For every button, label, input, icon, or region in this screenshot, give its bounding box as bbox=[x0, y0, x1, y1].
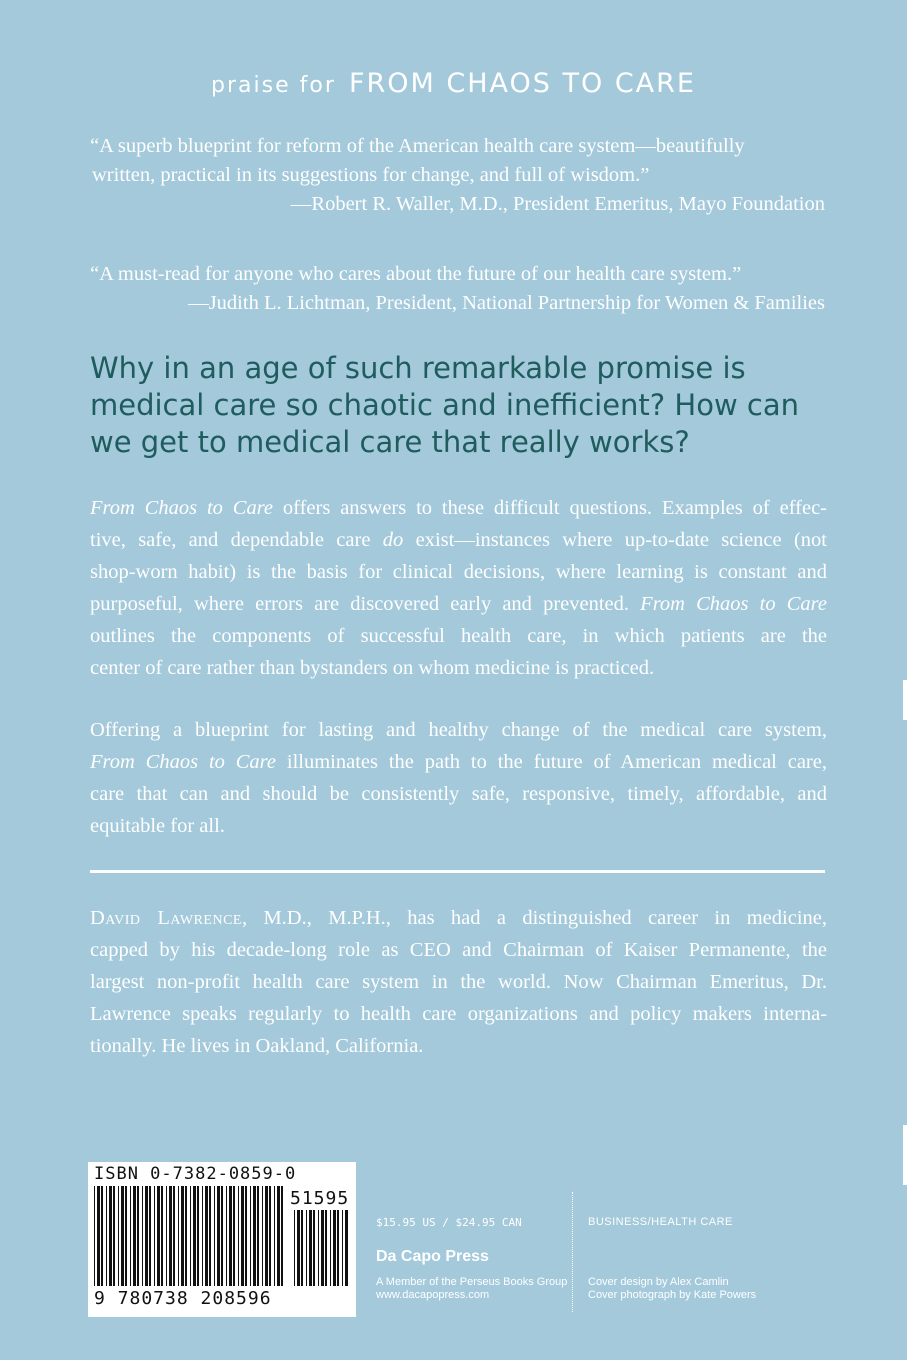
barcode-bar bbox=[229, 1186, 232, 1286]
barcode-bar bbox=[205, 1186, 208, 1286]
barcode-bar bbox=[297, 1210, 300, 1286]
desc-text: purposeful, where errors are discovered early and prevented. bbox=[90, 593, 641, 615]
barcode-bar bbox=[345, 1210, 348, 1286]
info-separator bbox=[572, 1192, 573, 1312]
barcode-bar bbox=[262, 1186, 263, 1286]
barcode-bar bbox=[217, 1186, 220, 1286]
desc-p2-line-2 bbox=[90, 746, 827, 778]
cover-design-credit: Cover design by Alex Camlin bbox=[588, 1276, 729, 1288]
barcode-bar bbox=[253, 1186, 256, 1286]
quote-1-attribution: —Robert R. Waller, M.D., President Emeritus, Mayo Foundation bbox=[290, 193, 825, 215]
barcode-bar bbox=[333, 1210, 336, 1286]
author-name: David Lawrence bbox=[90, 907, 242, 929]
barcode-bar bbox=[257, 1186, 259, 1286]
barcode-bar bbox=[169, 1186, 172, 1286]
edge-mark bbox=[903, 1125, 907, 1185]
barcode-bar bbox=[142, 1186, 143, 1286]
barcode-bar bbox=[277, 1186, 280, 1286]
edge-mark bbox=[903, 680, 907, 720]
barcode-bar bbox=[294, 1210, 295, 1286]
quote-2-attribution: —Judith L. Lichtman, President, National Partnership for Women & Families bbox=[188, 292, 825, 314]
quote-2-line-1: “A must-read for anyone who cares about the future of our health care system.” bbox=[90, 263, 742, 285]
emphasis-italic: do bbox=[382, 529, 404, 551]
quote-1-line-2: written, practical in its suggestions for change, and full of wisdom.” bbox=[92, 164, 650, 186]
barcode-bar bbox=[245, 1186, 247, 1286]
isbn-label: ISBN 0-7382-0859-0 bbox=[94, 1164, 297, 1184]
addon-barcode-bars bbox=[294, 1210, 350, 1314]
barcode-bar bbox=[161, 1186, 163, 1286]
ean-number: 9 780738 208596 bbox=[94, 1288, 272, 1309]
barcode-bar bbox=[113, 1186, 115, 1286]
barcode-bar bbox=[241, 1186, 244, 1286]
barcode-bar bbox=[137, 1186, 139, 1286]
barcode-bar bbox=[325, 1210, 327, 1286]
bio-line-1 bbox=[90, 902, 827, 934]
barcode-bar bbox=[209, 1186, 211, 1286]
desc-p2-line-4: equitable for all. bbox=[90, 815, 225, 837]
barcode-bar bbox=[269, 1186, 271, 1286]
barcode-bar bbox=[233, 1186, 235, 1286]
desc-text: illuminates the path to the future of American medical care, bbox=[276, 751, 827, 773]
praise-prefix: praise for bbox=[211, 73, 336, 98]
bio-line-4: Lawrence speaks regularly to health care organizations and policy makers interna- bbox=[90, 1003, 827, 1025]
barcode-bar bbox=[318, 1210, 319, 1286]
headline-line-3: we get to medical care that really works? bbox=[90, 425, 690, 459]
barcode-bar bbox=[149, 1186, 151, 1286]
headline-line-2: medical care so chaotic and inefficient? How can bbox=[90, 388, 799, 422]
desc-p1-line-2 bbox=[90, 524, 827, 556]
barcode-bar bbox=[109, 1186, 112, 1286]
barcode-bar bbox=[330, 1210, 331, 1286]
barcode-bar bbox=[301, 1210, 303, 1286]
book-title: FROM CHAOS TO CARE bbox=[348, 68, 696, 99]
barcode-bar bbox=[265, 1186, 268, 1286]
desc-text: tive, safe, and dependable care bbox=[90, 529, 383, 551]
barcode-bar bbox=[178, 1186, 179, 1286]
book-title-italic: From Chaos to Care bbox=[90, 497, 274, 519]
desc-p2-line-1: Offering a blueprint for lasting and healthy change of the medical care system, bbox=[90, 719, 827, 741]
barcode-bar bbox=[154, 1186, 155, 1286]
quote-1 bbox=[90, 132, 825, 219]
publisher-website: www.dacapopress.com bbox=[376, 1289, 490, 1301]
cover-photo-credit: Cover photograph by Kate Powers bbox=[588, 1289, 757, 1301]
barcode-bar bbox=[157, 1186, 160, 1286]
barcode-bar bbox=[118, 1186, 119, 1286]
barcode-bar bbox=[337, 1210, 339, 1286]
desc-p1-line-4 bbox=[90, 588, 827, 620]
barcode-bar bbox=[202, 1186, 203, 1286]
publisher-name: Da Capo Press bbox=[376, 1248, 489, 1265]
barcode-bar bbox=[173, 1186, 175, 1286]
barcode-bar bbox=[121, 1186, 124, 1286]
barcode-bar bbox=[281, 1186, 283, 1286]
bio-line-2: capped by his decade-long role as CEO and Chairman of Kaiser Permanente, the bbox=[90, 939, 827, 961]
price-text: $15.95 US / $24.95 CAN bbox=[376, 1216, 522, 1229]
barcode-bar bbox=[226, 1186, 227, 1286]
headline bbox=[90, 350, 830, 461]
desc-p1-line-1 bbox=[90, 492, 827, 524]
barcode-bar bbox=[321, 1210, 324, 1286]
description-paragraph-2 bbox=[90, 714, 827, 842]
publisher-member: A Member of the Perseus Books Group bbox=[376, 1276, 568, 1288]
barcode-bar bbox=[238, 1186, 239, 1286]
barcode-bar bbox=[166, 1186, 167, 1286]
bio-line-5: tionally. He lives in Oakland, California. bbox=[90, 1035, 424, 1057]
desc-p1-line-5: outlines the components of successful health care, in which patients are the bbox=[90, 625, 827, 647]
barcode-bar bbox=[94, 1186, 95, 1286]
barcode-bar bbox=[342, 1210, 343, 1286]
praise-header bbox=[0, 68, 907, 99]
barcode-bar bbox=[250, 1186, 251, 1286]
barcode-bar bbox=[133, 1186, 136, 1286]
divider-rule bbox=[90, 870, 825, 873]
ean-barcode-bars bbox=[94, 1186, 284, 1290]
category-text: BUSINESS/HEALTH CARE bbox=[588, 1216, 733, 1228]
headline-line-1: Why in an age of such remarkable promise is bbox=[90, 351, 746, 385]
desc-p1-line-6: center of care rather than bystanders on whom medicine is practiced. bbox=[90, 657, 655, 679]
desc-p1-line-3: shop-worn habit) is the basis for clinical decisions, where learning is constant and bbox=[90, 561, 827, 583]
book-title-italic: From Chaos to Care bbox=[90, 751, 276, 773]
bio-text: , M.D., M.P.H., has had a distinguished career in medicine, bbox=[241, 907, 827, 929]
barcode-bar bbox=[145, 1186, 148, 1286]
barcode-bar bbox=[130, 1186, 131, 1286]
barcode-bar bbox=[221, 1186, 223, 1286]
description-paragraph-1 bbox=[90, 492, 827, 684]
barcode-bar bbox=[197, 1186, 199, 1286]
barcode-bar bbox=[125, 1186, 127, 1286]
barcode-bar bbox=[274, 1186, 275, 1286]
barcode-bar bbox=[101, 1186, 103, 1286]
barcode-bar bbox=[313, 1210, 315, 1286]
barcode-bar bbox=[185, 1186, 187, 1286]
book-title-italic: From Chaos to Care bbox=[640, 593, 827, 615]
barcode-bar bbox=[214, 1186, 215, 1286]
quote-1-line-1: “A superb blueprint for reform of the American health care system—beautifully bbox=[90, 135, 745, 157]
desc-text: exist—instances where up-to-date science (not bbox=[403, 529, 827, 551]
barcode-bar bbox=[181, 1186, 184, 1286]
barcode-bar bbox=[306, 1210, 307, 1286]
barcode-bar bbox=[97, 1186, 100, 1286]
author-bio bbox=[90, 902, 827, 1062]
desc-text: offers answers to these difficult questions. Examples of effec- bbox=[273, 497, 827, 519]
bio-line-3: largest non-profit health care system in the world. Now Chairman Emeritus, Dr. bbox=[90, 971, 827, 993]
quote-2 bbox=[90, 260, 825, 318]
barcode-bar bbox=[309, 1210, 312, 1286]
barcode-bar bbox=[193, 1186, 196, 1286]
barcode-panel bbox=[88, 1162, 356, 1317]
barcode-bar bbox=[106, 1186, 107, 1286]
barcode-bar bbox=[190, 1186, 191, 1286]
price-code: 51595 bbox=[290, 1188, 350, 1209]
desc-p2-line-3: care that can and should be consistently safe, responsive, timely, affordable, and bbox=[90, 783, 827, 805]
